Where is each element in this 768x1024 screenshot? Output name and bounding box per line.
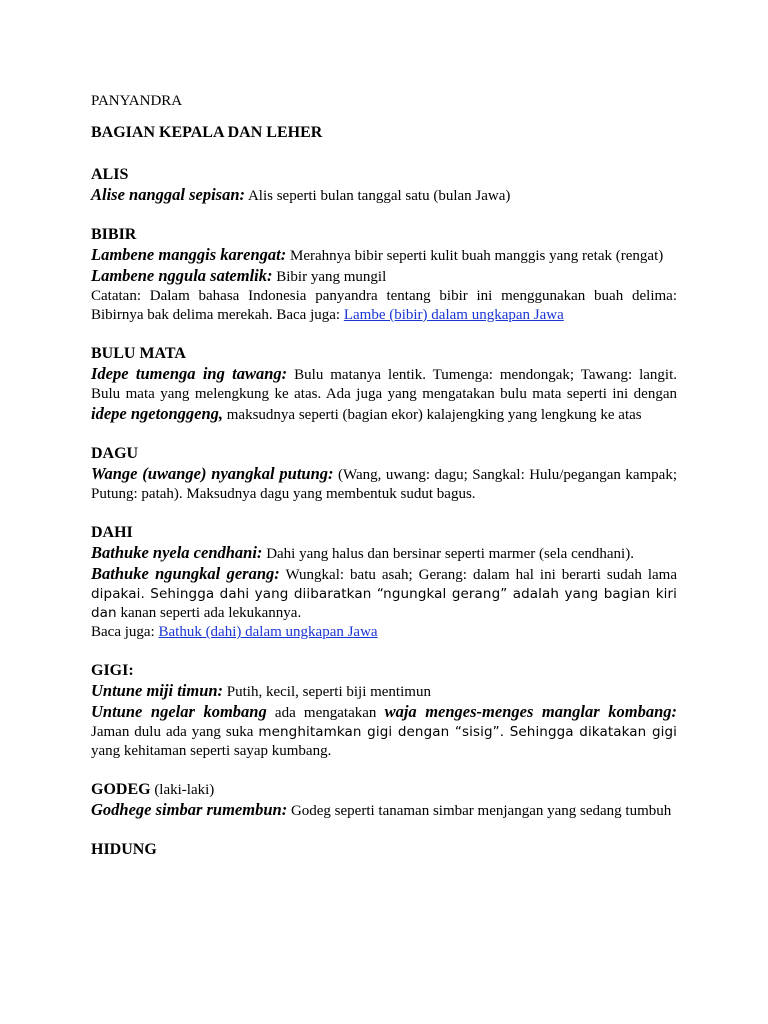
section-hidung [91,840,677,860]
section-bibir [91,225,677,325]
entry [91,681,677,702]
heading-note: (laki-laki) [150,782,215,798]
link-lambe[interactable]: Lambe (bibir) dalam ungkapan Jawa [343,307,564,323]
note-text: Baca juga: [91,624,159,640]
entry [91,245,677,266]
term: idepe ngetonggeng, [91,404,223,423]
note-text: Catatan: Dalam bahasa Indonesia panyandra tentang bibir ini menggunakan buah delima: Bibirnya bak delima merekah. Baca juga: [91,288,677,323]
section-heading: GIGI: [91,662,134,679]
note [91,287,677,325]
section-alis [91,165,677,206]
section-heading: BULU MATA [91,345,186,362]
section-heading: DAHI [91,524,133,541]
term: Untune ngelar kombang [91,702,267,721]
section-godeg [91,780,677,821]
term: Idepe tumenga ing tawang: [91,364,288,383]
definition: (Wang, uwang: dagu; Sangkal: Hulu/pegangan kampak; Putung: patah). Maksudnya dagu yang membentuk sudut bagus. [91,467,677,502]
term: Untune miji timun: [91,681,224,700]
entry [91,564,677,623]
entry [91,185,677,206]
definition: menghitamkan gigi dengan “sisig”. Sehingga dikatakan gigi [258,724,677,740]
term: Bathuke nyela cendhani: [91,543,263,562]
term: waja menges-menges manglar kombang: [384,702,677,721]
definition: yang kehitaman seperti sayap kumbang. [91,743,332,759]
entry [91,266,677,287]
definition: Wungkal: batu asah; Gerang: dalam hal ini berarti sudah lama [279,567,677,583]
section-heading: HIDUNG [91,841,157,858]
entry [91,464,677,504]
section-heading: ALIS [91,166,129,183]
definition: kanan seperti ada lekukannya. [116,605,302,621]
section-heading: GODEG [91,781,151,798]
section-dagu [91,444,677,504]
definition: Godeg seperti tanaman simbar menjangan yang sedang tumbuh [287,803,672,819]
definition: Bibir yang mungil [272,269,387,285]
definition: Dahi yang halus dan bersinar seperti marmer (sela cendhani). [262,546,634,562]
section-heading: BIBIR [91,226,137,243]
entry [91,364,677,425]
definition: ada mengatakan [266,705,385,721]
definition: Jaman dulu ada yang suka [91,724,259,740]
main-heading: BAGIAN KEPALA DAN LEHER [91,124,323,141]
note [91,623,677,642]
definition: Alis seperti bulan tanggal satu (bulan Jawa) [245,188,511,204]
definition: maksudnya seperti (bagian ekor) kalajengking yang lengkung ke atas [223,407,642,423]
entry [91,800,677,821]
section-gigi [91,661,677,761]
entry [91,543,677,564]
definition: Putih, kecil, seperti biji mentimun [223,684,431,700]
entry [91,702,677,761]
document-title: PANYANDRA [91,93,183,109]
term: Bathuke ngungkal gerang: [91,564,280,583]
term: Lambene nggula satemlik: [91,266,273,285]
section-dahi [91,523,677,642]
term: Godhege simbar rumembun: [91,800,288,819]
link-bathuk[interactable]: Bathuk (dahi) dalam ungkapan Jawa [158,624,378,640]
section-bulu-mata [91,344,677,425]
section-heading: DAGU [91,445,139,462]
term: Wange (uwange) nyangkal putung: [91,464,334,483]
term: Lambene manggis karengat: [91,245,287,264]
definition: dipakai. Sehingga dahi yang diibaratkan “ngungkal gerang” adalah yang bagian kiri dan [91,586,677,621]
term: Alise nanggal sepisan: [91,185,246,204]
definition: Merahnya bibir seperti kulit buah manggis yang retak (rengat) [286,248,664,264]
definition: Bulu matanya lentik. Tumenga: mendongak; Tawang: langit. Bulu mata yang melengkung ke atas. Ada juga yang mengatakan bulu mata seperti ini dengan [91,367,677,402]
section-heading-line [91,780,677,800]
